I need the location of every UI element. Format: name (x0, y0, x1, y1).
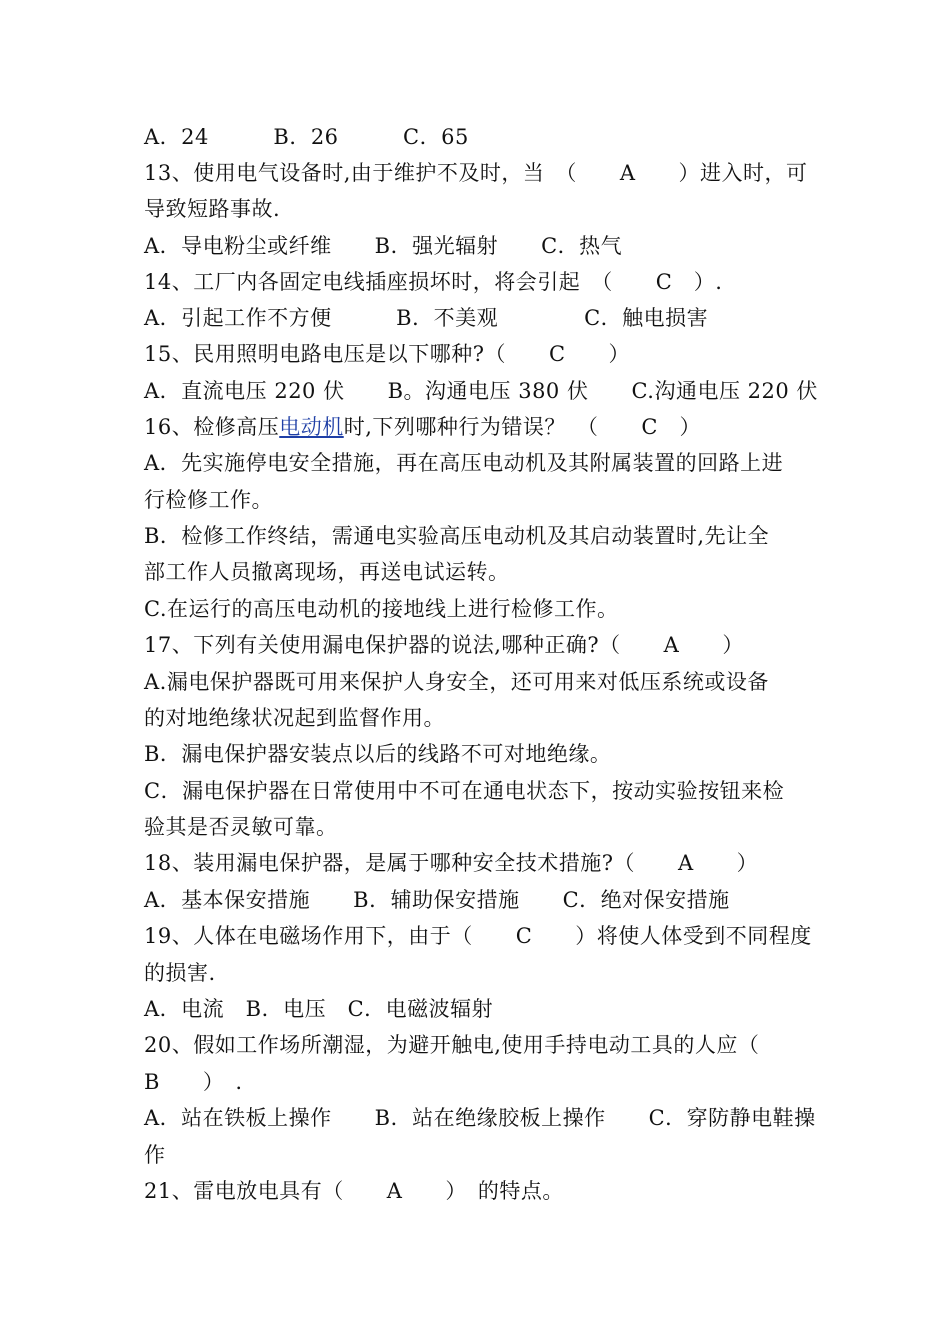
q16-option-c: C.在运行的高压电动机的接地线上进行检修工作。 (144, 597, 619, 621)
q18-stem: 18、装用漏电保护器，是属于哪种安全技术措施?（ A ） (144, 851, 759, 875)
q17-option-c-line1: C．漏电保护器在日常使用中不可在通电状态下，按动实验按钮来检 (144, 779, 785, 803)
q17-option-a-line1: A.漏电保护器既可用来保护人身安全，还可用来对低压系统或设备 (144, 670, 769, 694)
q16-option-b-line1: B．检修工作终结，需通电实验高压电动机及其启动装置时,先让全 (144, 524, 770, 548)
q20-stem-line1: 20、假如工作场所潮湿，为避开触电,使用手持电动工具的人应（ (144, 1033, 760, 1057)
q14-options: A．引起工作不方便 B．不美观 C．触电损害 (144, 306, 709, 330)
q18-options: A．基本保安措施 B．辅助保安措施 C．绝对保安措施 (144, 888, 730, 912)
q16-stem-after: 时,下列哪种行为错误？ （ C ） (343, 415, 701, 439)
q19-stem-line1: 19、人体在电磁场作用下，由于（ C ）将使人体受到不同程度 (144, 924, 812, 948)
q15-options: A．直流电压 220 伏 B。沟通电压 380 伏 C.沟通电压 220 伏 (144, 379, 818, 403)
q17-option-a-line2: 的对地绝缘状况起到监督作用。 (144, 706, 445, 730)
q12-options: A．24 B．26 C．65 (144, 125, 469, 149)
q13-stem-line2: 导致短路事故. (144, 197, 281, 221)
q15-stem: 15、民用照明电路电压是以下哪种?（ C ） (144, 342, 631, 366)
q17-option-c-line2: 验其是否灵敏可靠。 (144, 815, 338, 839)
motor-link[interactable]: 电动机 (279, 415, 344, 439)
q13-stem-line1: 13、使用电气设备时,由于维护不及时，当 （ A ）进入时，可 (144, 161, 808, 185)
q19-stem-line2: 的损害. (144, 961, 216, 985)
q20-options-line1: A．站在铁板上操作 B．站在绝缘胶板上操作 C．穿防静电鞋操 (144, 1106, 816, 1130)
q20-stem-line2: B ） . (144, 1070, 243, 1094)
q21-stem: 21、雷电放电具有（ A ） 的特点。 (144, 1179, 564, 1203)
q13-options: A．导电粉尘或纤维 B．强光辐射 C．热气 (144, 234, 623, 258)
q17-stem: 17、下列有关使用漏电保护器的说法,哪种正确?（ A ） (144, 633, 744, 657)
q16-option-a-line2: 行检修工作。 (144, 488, 273, 512)
q16-option-a-line1: A．先实施停电安全措施，再在高压电动机及其附属装置的回路上进 (144, 451, 784, 475)
q16-stem-before: 16、检修高压 (144, 415, 280, 439)
q14-stem: 14、工厂内各固定电线插座损坏时，将会引起 （ C ）. (144, 270, 723, 294)
q20-options-line2: 作 (144, 1143, 166, 1167)
q16-option-b-line2: 部工作人员撤离现场，再送电试运转。 (144, 560, 510, 584)
q19-options: A．电流 B．电压 C．电磁波辐射 (144, 997, 494, 1021)
q17-option-b: B．漏电保护器安装点以后的线路不可对地绝缘。 (144, 742, 612, 766)
q16-stem (144, 409, 701, 445)
